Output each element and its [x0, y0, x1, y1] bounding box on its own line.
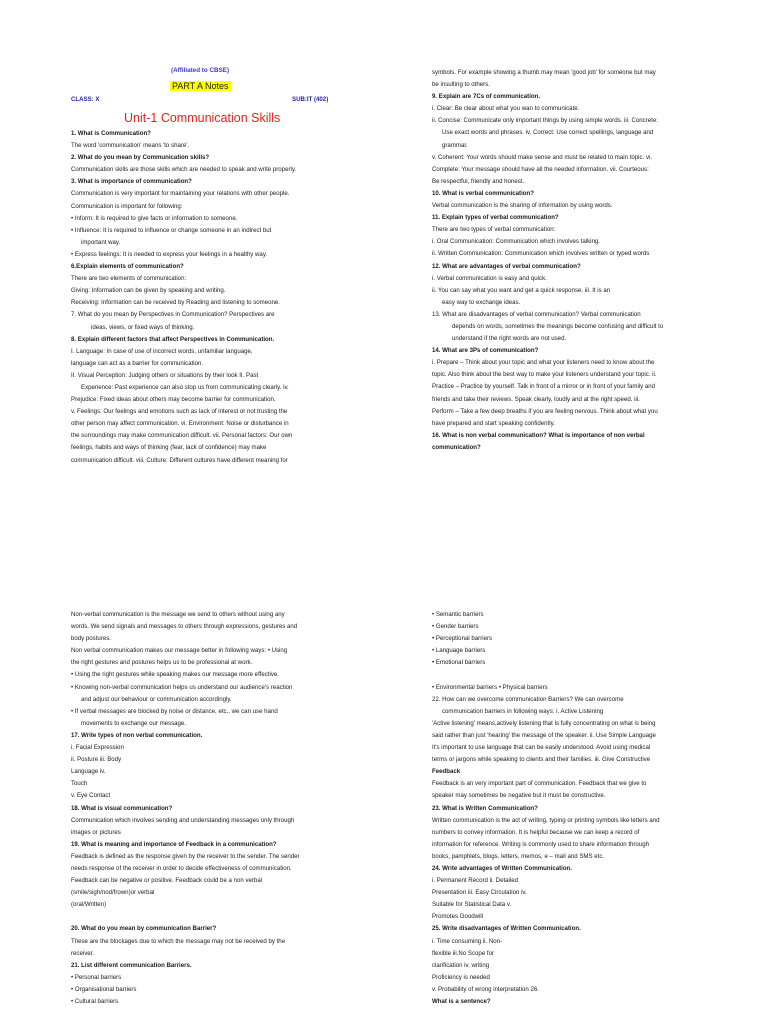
text-line: • Cultural barriers	[71, 998, 119, 1005]
text-line: Presentation iii. Easy Circulation iv.	[432, 889, 527, 897]
text-line: • Semantic barriers	[432, 611, 484, 618]
text-line: Touch	[71, 780, 88, 788]
text-line: understand if the right words are not used.	[452, 335, 567, 343]
text-line: 8. Explain different factors that affect Perspectives in Communication.	[71, 335, 275, 343]
text-line: Communication is important for following:	[71, 202, 183, 210]
text-line: Promotes Goodwill	[432, 913, 484, 921]
text-line: Language iv.	[71, 768, 106, 776]
text-line: information for reference. Writing is commonly used to share information through	[432, 840, 649, 848]
text-line: • Inform: It is required to give facts or information to someone.	[71, 214, 238, 222]
text-line: books, pamphlets, blogs, letters, memos, e – mail and SMS etc.	[432, 852, 605, 860]
text-line: • Language barriers	[432, 647, 486, 655]
part-a-heading: PART A Notes	[172, 81, 229, 91]
text-line: terms or jargons while speaking to clients and their families. iii. Give Constructive	[432, 756, 651, 764]
text-line: important way.	[81, 238, 121, 246]
text-line: Communication which involves sending and understanding messages only through	[71, 816, 295, 824]
text-line: ii. Written Communication: Communication which involves written or typed words	[432, 250, 650, 258]
text-line: grammar.	[442, 141, 468, 149]
text-line: Perform – Take a few deep breaths if you are feeling nervous. Think about what you	[432, 407, 658, 415]
text-line: 23. What is Written Communication?	[432, 804, 538, 812]
text-line: Written communication is the act of writing, typing or printing symbols like letters and	[432, 816, 660, 824]
text-line: • Influence: It is required to influence or change someone in an indirect but	[71, 226, 272, 234]
text-line: the right gestures and postures helps us to be professional at work.	[71, 659, 253, 667]
text-line: 9. Explain are 7Cs of communication.	[432, 93, 541, 101]
text-line: • Emotional barriers	[432, 659, 486, 667]
text-line: Feedback is an very important part of communication. Feedback that we give to	[432, 780, 647, 788]
text-line: • Using the right gestures while speaking makes our message more effective.	[71, 671, 279, 679]
page2-left-column	[71, 609, 341, 1008]
text-line: and adjust our behaviour or communication accordingly.	[81, 695, 232, 703]
text-line: Receiving: Information can be received by Reading and listening to someone.	[71, 299, 281, 307]
text-line: communication difficult. viii. Culture: Different cultures have different meaning for	[71, 456, 288, 464]
text-line: 20. What do you mean by communication Barrier?	[71, 925, 217, 933]
text-line: easy way to exchange ideas.	[442, 298, 521, 306]
text-line: needs response of the receiver in order to decide effectiveness of communication.	[71, 864, 292, 872]
text-line: language can act as a barrier for communication.	[71, 359, 204, 367]
text-line: receiver.	[71, 949, 95, 957]
text-line: • Perceptional barriers	[432, 635, 493, 643]
text-line: ii. Posture iii. Body	[71, 756, 122, 764]
text-line: Proficiency is needed	[432, 973, 490, 981]
text-line: Feedback is defined as the response given by the receiver to the sender. The sender	[71, 852, 300, 860]
text-line: depends on words, sometimes the meanings become confusing and difficult to	[452, 322, 664, 330]
text-line: II. Visual Perception: Judging others or situations by their look II. Past	[71, 371, 259, 379]
text-line: i. Verbal communication is easy and quick.	[432, 274, 547, 282]
text-line: Complete: Your message should have all the needed information. vii. Courteous:	[432, 165, 649, 173]
text-line: 16. What is non verbal communication? What is importance of non verbal	[432, 431, 645, 439]
text-line: ii. Concise: Communicate only important things by using simple words. iii. Concrete:	[432, 117, 658, 125]
text-line: i. Time consuming ii. Non-	[432, 937, 503, 945]
text-line: communication barriers in following ways: i. Active Listening	[442, 707, 604, 715]
text-line	[71, 911, 341, 923]
text-line: i. Permanent Record ii. Detailed	[432, 877, 519, 885]
text-line: Suitable for Statistical Data v.	[432, 901, 512, 909]
text-line: • Express feelings: It is needed to express your feelings in a healthy way.	[71, 250, 268, 258]
text-line: symbols. For example showing a thumb may mean 'good job' for someone but may	[432, 69, 656, 76]
text-line: 25. Write disadvantages of Written Communication.	[432, 925, 581, 933]
text-line: 10. What is verbal communication?	[432, 189, 534, 197]
text-line: communication?	[432, 443, 481, 451]
text-line: 12. What are advantages of verbal communication?	[432, 262, 581, 270]
text-line: v. Feelings: Our feelings and emotions such as lack of interest or not trusting the	[71, 408, 288, 416]
text-line: Communication is very important for maintaining your relations with other people.	[71, 190, 290, 198]
text-line: 13. What are disadvantages of verbal communication? Verbal communication	[432, 310, 641, 318]
text-line: • Organisational barriers	[71, 985, 137, 993]
text-line: 3. What is importance of communication?	[71, 178, 192, 186]
text-line: Experience: Past experience can also stop us from communicating clearly. iv.	[81, 383, 289, 391]
text-line: v. Probability of wrong interpretation 26.	[432, 985, 539, 993]
text-line: Giving: Information can be given by speaking and writing.	[71, 287, 226, 295]
text-line: Be respectful, friendly and honest.	[432, 177, 525, 185]
text-line: 6.Explain elements of communication?	[71, 263, 184, 271]
text-line: i. Prepare – Think about your topic and what your listeners need to know about the	[432, 359, 655, 367]
text-line: the surroundings may make communication difficult. vii. Personal factors: Our own	[71, 432, 293, 440]
text-line: said rather than just 'hearing' the message of the speaker. ii. Use Simple Language	[432, 731, 656, 739]
text-line: Prejudice: Fixed ideas about others may become barrier for communication.	[71, 396, 276, 404]
text-line	[432, 669, 722, 681]
text-line: There are two elements of communication:	[71, 275, 187, 283]
page1-left-column	[71, 128, 341, 467]
text-line: 22. How can we overcome communication Barriers? We can overcome	[432, 695, 624, 703]
text-line: What is a sentence?	[432, 998, 491, 1005]
text-line: body postures.	[71, 635, 111, 643]
text-line: i. Oral Communication: Communication which involves talking.	[432, 238, 600, 246]
text-line: 2. What do you mean by Communication skills?	[71, 154, 210, 162]
text-line: numbers to convey information. It is helpful because we can keep a record of	[432, 828, 640, 836]
text-line: • Gender barriers	[432, 623, 479, 631]
text-line: 24. Write advantages of Written Communication.	[432, 864, 572, 872]
text-line: flexible iii.No Scope for	[432, 949, 494, 957]
page1-right-column	[432, 67, 722, 454]
text-line: words. We send signals and messages to others through expressions, gestures and	[71, 623, 298, 631]
text-line: 19. What is meaning and importance of Feedback in a communication?	[71, 840, 277, 848]
text-line: Feedback can be negative or positive. Feedback could be a non verbal	[71, 877, 263, 885]
text-line: Verbal communication is the sharing of information by using words.	[432, 202, 613, 210]
text-line: • Environmental barriers • Physical barriers	[432, 683, 548, 691]
text-line: 21. List different communication Barriers.	[71, 961, 192, 969]
text-line: (oral/Written)	[71, 901, 107, 909]
text-line: It's important to use language that can be easily understood. Avoid using medical	[432, 744, 651, 752]
unit-title: Unit-1 Communication Skills	[124, 111, 281, 125]
text-line: (smile/sigh/nod/frown)or verbal	[71, 889, 155, 897]
text-line: Feedback	[432, 768, 461, 776]
text-line: • Knowing non-verbal communication helps us understand our audience's reaction	[71, 683, 293, 691]
text-line: 11. Explain types of verbal communication?	[432, 214, 559, 222]
text-line: Practice – Practice by yourself. Talk in front of a mirror or in front of your family and	[432, 383, 656, 391]
text-line: other person may affect communication. vi. Environment: Noise or disturbance in	[71, 420, 289, 428]
text-line: Non-verbal communication is the message we send to others without using any	[71, 611, 285, 618]
text-line: 'Active listening' means,actively listening that is fully concentrating on what is being	[432, 719, 656, 727]
text-line: i. Clear: Be clear about what you wan to communicate.	[432, 105, 580, 113]
text-line: 7. What do you mean by Perspectives in Communication? Perspectives are	[71, 311, 275, 319]
text-line: i. Facial Expression	[71, 744, 124, 752]
affiliation-text: (Affiliated to CBSE)	[171, 67, 230, 74]
text-line: be insulting to others.	[432, 81, 490, 89]
text-line: Communication skills are those skills which are needed to speak and write properly.	[71, 166, 297, 174]
text-line: topic. Also think about the best way to make your listeners understand your topic. ii.	[432, 371, 657, 379]
text-line: have prepared and start speaking confidently.	[432, 419, 555, 427]
text-line: I. Language: In case of use of incorrect words, unfamiliar language,	[71, 347, 253, 355]
text-line: • Personal barriers	[71, 973, 122, 981]
text-line: clarification iv. writing	[432, 961, 490, 969]
text-line: v. Eye Contact	[71, 792, 111, 800]
text-line: Non verbal communication makes our message better in following ways: • Using	[71, 647, 288, 655]
text-line: 17. Write types of non verbal communication.	[71, 731, 203, 739]
text-line: The word 'communication' means 'to share'.	[71, 142, 190, 150]
text-line: feelings, habits and ways of thinking (fear, lack of confidence) may make	[71, 444, 267, 452]
text-line: images or pictures	[71, 828, 121, 836]
text-line: There are two types of verbal communication:	[432, 226, 556, 234]
text-line: friends and take their reviews. Speak clearly, loudly and at the right speed. iii.	[432, 395, 640, 403]
text-line: speaker may sometimes be negative but it must be constructive.	[432, 792, 606, 800]
text-line: ideas, views, or fixed ways of thinking.	[91, 323, 195, 331]
text-line: 18. What is visual communication?	[71, 804, 173, 812]
text-line: These are the blockages due to which the message may not be received by the	[71, 937, 286, 945]
text-line: Use exact words and phrases. iv. Correct: Use correct spellings, language and	[442, 129, 654, 137]
subject-label: SUB:IT (402)	[292, 96, 329, 103]
text-line: • If verbal messages are blocked by noise or distance, etc., we can use hand	[71, 707, 278, 715]
text-line: v. Coherent: Your words should make sense and must be related to main topic. vi.	[432, 153, 653, 161]
page2-right-column	[432, 609, 722, 1008]
text-line: 14. What are 3Ps of communication?	[432, 347, 539, 355]
class-label: CLASS: X	[71, 96, 100, 103]
text-line: movements to exchange our message.	[81, 719, 187, 727]
text-line: ii. You can say what you want and get a quick response. iii. It is an	[432, 286, 611, 294]
text-line: 1. What is Communication?	[71, 130, 151, 137]
